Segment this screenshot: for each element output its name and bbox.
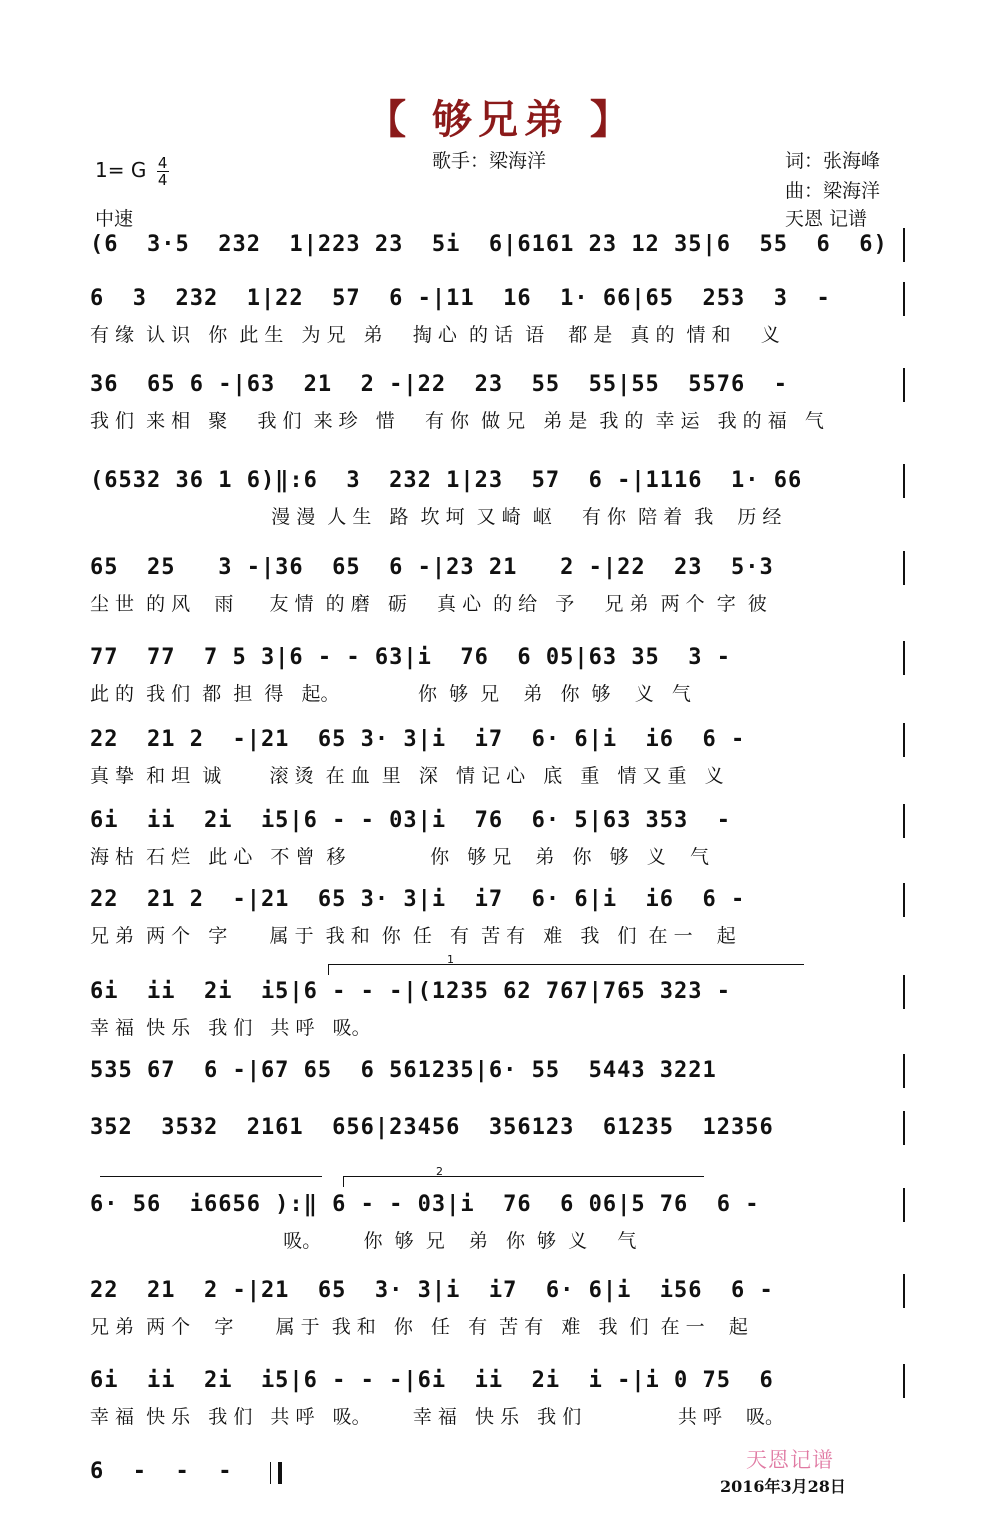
transcriber: 天恩 记谱 <box>785 208 868 230</box>
barline <box>903 368 905 402</box>
notation: (6 3·5 232 1|223 23 5i 6|6161 23 12 35|6 55 6 6) <box>90 232 888 257</box>
barline <box>903 883 905 917</box>
notation: 535 67 6 -|67 65 6 561235|6· 55 5443 3221 <box>90 1058 717 1083</box>
lyrics: 此 的 我 们 都 担 得 起。 你 够 兄 弟 你 够 义 气 <box>90 683 691 705</box>
score-line <box>90 1054 905 1090</box>
barline <box>903 975 905 1009</box>
notation: 36 65 6 -|63 21 2 -|22 23 55 55|55 5576 - <box>90 372 789 397</box>
barline <box>903 1364 905 1398</box>
lyrics: 兄 弟 两 个 字 属 于 我 和 你 任 有 苦 有 难 我 们 在 一 起 <box>90 925 736 947</box>
barline <box>903 282 905 316</box>
barline <box>903 1188 905 1222</box>
barline <box>903 1274 905 1308</box>
time-top: 4 <box>157 154 168 172</box>
notation: 6· 56 i6656 ):‖ 6 - - 03|i 76 6 06|5 76 6 - <box>90 1192 760 1217</box>
score-line <box>90 641 905 705</box>
notation: 6i ii 2i i5|6 - - 03|i 76 6· 5|63 353 - <box>90 808 732 833</box>
volta-bracket-1 <box>328 953 804 975</box>
final-barline <box>270 1462 282 1484</box>
notation: 6i ii 2i i5|6 - - -|6i ii 2i i -|i 0 75 6 <box>90 1368 774 1393</box>
score-line <box>90 1274 905 1338</box>
score-line <box>90 551 905 615</box>
composer: 曲：梁海洋 <box>785 180 881 202</box>
notation: 6i ii 2i i5|6 - - -|(1235 62 767|765 323 - <box>90 979 732 1004</box>
lyrics: 尘 世 的 风 雨 友 情 的 磨 砺 真 心 的 给 予 兄 弟 两 个 字 彼 <box>90 593 767 615</box>
score-line <box>90 368 905 432</box>
lyrics: 幸 福 快 乐 我 们 共 呼 吸。 <box>90 1017 371 1039</box>
volta-number: 2 <box>436 1165 443 1178</box>
barline <box>903 641 905 675</box>
lyrics: 漫 漫 人 生 路 坎 坷 又 崎 岖 有 你 陪 着 我 历 经 <box>90 506 782 528</box>
score-line <box>90 1364 905 1428</box>
lyrics: 有 缘 认 识 你 此 生 为 兄 弟 掏 心 的 话 语 都 是 真 的 情 和 义 <box>90 324 780 346</box>
lyrics: 兄 弟 两 个 字 属 于 我 和 你 任 有 苦 有 难 我 们 在 一 起 <box>90 1316 748 1338</box>
score-line <box>90 464 905 528</box>
lyrics: 海 枯 石 烂 此 心 不 曾 移 你 够 兄 弟 你 够 义 气 <box>90 846 709 868</box>
score-line <box>90 804 905 868</box>
notation: 22 21 2 -|21 65 3· 3|i i7 6· 6|i i6 6 - <box>90 887 746 912</box>
barline <box>903 804 905 838</box>
notation: 65 25 3 -|36 65 6 -|23 21 2 -|22 23 5·3 <box>90 555 774 580</box>
lyrics: 我 们 来 相 聚 我 们 来 珍 惜 有 你 做 兄 弟 是 我 的 幸 运 我 的 福 气 <box>90 410 824 432</box>
score-line <box>90 723 905 787</box>
notation: 6 3 232 1|22 57 6 -|11 16 1· 66|65 253 3 - <box>90 286 831 311</box>
score-line <box>90 282 905 346</box>
time-signature <box>157 156 169 187</box>
volta-bracket-continue <box>100 1176 322 1187</box>
notation: 22 21 2 -|21 65 3· 3|i i7 6· 6|i i6 6 - <box>90 727 746 752</box>
notation: 352 3532 2161 656|23456 356123 61235 12356 <box>90 1115 774 1140</box>
volta-number: 1 <box>447 953 454 966</box>
lyrics: 真 挚 和 坦 诚 滚 烫 在 血 里 深 情 记 心 底 重 情 又 重 义 <box>90 765 724 787</box>
barline <box>903 1054 905 1088</box>
score-line <box>90 1111 905 1147</box>
lyrics: 幸 福 快 乐 我 们 共 呼 吸。 幸 福 快 乐 我 们 共 呼 吸。 <box>90 1406 785 1428</box>
score-line <box>90 883 905 947</box>
barline <box>903 551 905 585</box>
score-line <box>90 975 905 1039</box>
notation: 6 - - - <box>90 1459 233 1484</box>
lyrics: 吸。 你 够 兄 弟 你 够 义 气 <box>90 1230 637 1252</box>
date: 2016年3月28日 <box>720 1477 846 1496</box>
volta-bracket-2 <box>343 1165 704 1187</box>
notation: 77 77 7 5 3|6 - - 63|i 76 6 05|63 35 3 - <box>90 645 732 670</box>
barline <box>903 1111 905 1145</box>
barline <box>903 464 905 498</box>
notation: 22 21 2 -|21 65 3· 3|i i7 6· 6|i i56 6 - <box>90 1278 774 1303</box>
score-line <box>90 228 905 264</box>
lyricist: 词：张海峰 <box>785 150 881 172</box>
singer: 歌手：梁海洋 <box>432 150 547 172</box>
key-signature <box>95 156 169 187</box>
tempo-marking: 中速 <box>95 208 134 230</box>
score-line <box>90 1455 290 1491</box>
key-text: 1= G <box>95 158 147 182</box>
notation: (6532 36 1 6)‖:6 3 232 1|23 57 6 -|1116 1· 66 <box>90 468 803 493</box>
time-bottom: 4 <box>157 171 168 189</box>
score-line <box>90 1188 905 1252</box>
barline <box>903 723 905 757</box>
barline <box>903 228 905 262</box>
transcriber-stamp: 天恩记谱 <box>746 1448 834 1472</box>
song-title: 【 够兄弟 】 <box>366 97 636 143</box>
